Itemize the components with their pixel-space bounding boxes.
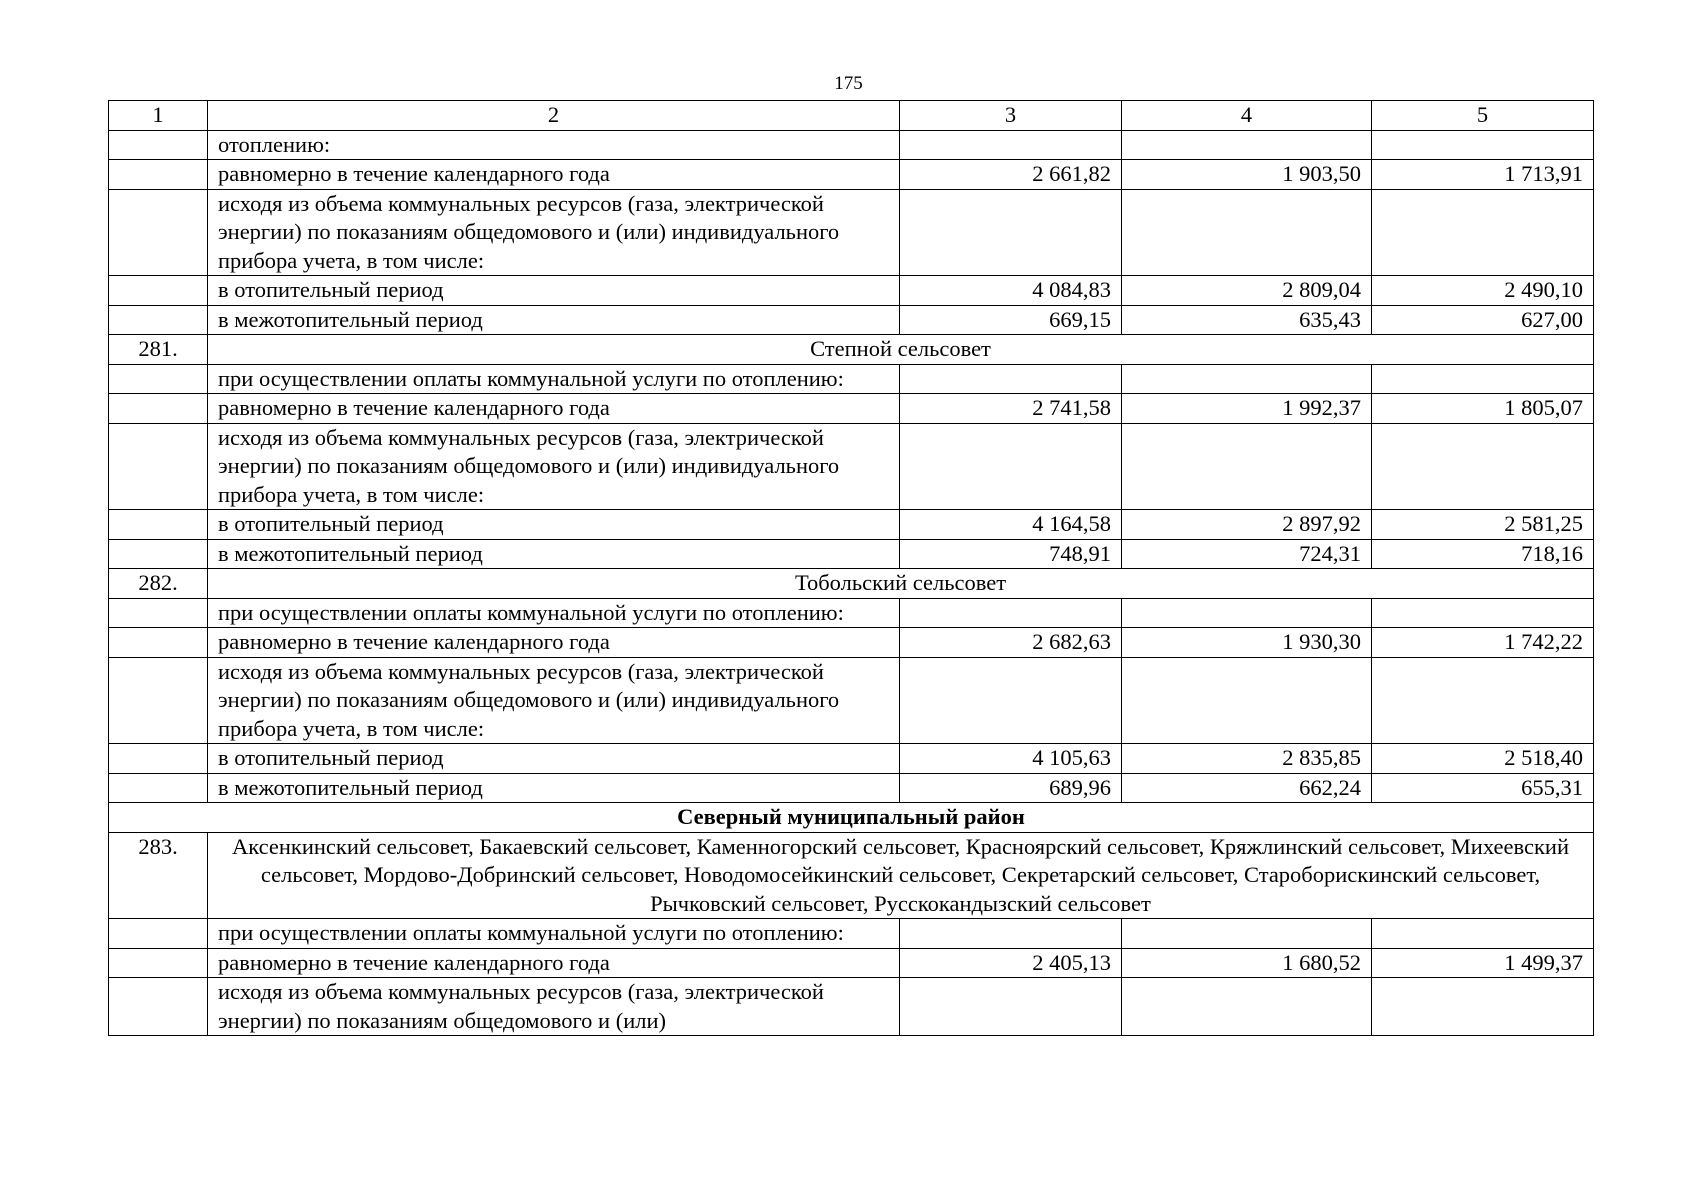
- row-value-col5: [1372, 130, 1594, 160]
- row-description-cell: равномерно в течение календарного года: [208, 394, 900, 424]
- row-value-col3: 4 164,58: [900, 510, 1122, 540]
- row-number-cell: [109, 657, 208, 744]
- table-row: [109, 919, 1594, 949]
- row-value-col5: 718,16: [1372, 539, 1594, 569]
- row-value-col5: [1372, 364, 1594, 394]
- row-value-col3: [900, 657, 1122, 744]
- row-number-cell: [109, 130, 208, 160]
- header-row: [109, 101, 1594, 131]
- table-row: [109, 948, 1594, 978]
- row-value-col3: 2 682,63: [900, 628, 1122, 658]
- row-description-cell: в межотопительный период: [208, 539, 900, 569]
- row-value-col4: [1122, 364, 1372, 394]
- row-value-col5: [1372, 598, 1594, 628]
- row-description-cell: при осуществлении оплаты коммунальной услуги по отоплению:: [208, 919, 900, 949]
- row-description-cell: при осуществлении оплаты коммунальной услуги по отоплению:: [208, 364, 900, 394]
- tariff-table: [108, 100, 1594, 1036]
- table-row: [109, 305, 1594, 335]
- table-row: [109, 539, 1594, 569]
- row-value-col5: [1372, 657, 1594, 744]
- row-number-cell: [109, 744, 208, 774]
- table-row: [109, 510, 1594, 540]
- table-row: [109, 394, 1594, 424]
- section-title-cell: Аксенкинский сельсовет, Бакаевский сельсовет, Каменногорский сельсовет, Красноярский сельсовет, Кряжлинский сельсовет, Михеевский сельсовет, Мордово-Добринский сельсовет, Новодомосейкинский сельсовет, Секретарский сельсовет, Староборискинский сельсовет, Рычковский сельсовет, Русскокандызский сельсовет: [208, 832, 1594, 919]
- row-value-col4: [1122, 657, 1372, 744]
- table-row: [109, 628, 1594, 658]
- row-value-col5: [1372, 919, 1594, 949]
- district-title-cell: Северный муниципальный район: [109, 803, 1594, 833]
- row-number-cell: [109, 160, 208, 190]
- table-row: [109, 657, 1594, 744]
- table-body: [109, 101, 1594, 1036]
- row-description-cell: в отопительный период: [208, 276, 900, 306]
- table-row: [109, 773, 1594, 803]
- row-number-cell: [109, 919, 208, 949]
- row-value-col4: [1122, 423, 1372, 510]
- row-description-cell: при осуществлении оплаты коммунальной услуги по отоплению:: [208, 598, 900, 628]
- row-value-col4: 1 680,52: [1122, 948, 1372, 978]
- row-number-cell: [109, 305, 208, 335]
- table-row: [109, 364, 1594, 394]
- row-value-col5: [1372, 978, 1594, 1036]
- row-description-cell: в межотопительный период: [208, 305, 900, 335]
- row-value-col5: 1 805,07: [1372, 394, 1594, 424]
- row-value-col5: 2 518,40: [1372, 744, 1594, 774]
- row-number-cell: [109, 364, 208, 394]
- section-number-cell: 283.: [109, 832, 208, 919]
- row-number-cell: [109, 948, 208, 978]
- row-value-col3: 689,96: [900, 773, 1122, 803]
- section-title-cell: Тобольский сельсовет: [208, 569, 1594, 599]
- row-value-col3: 748,91: [900, 539, 1122, 569]
- row-value-col4: 2 897,92: [1122, 510, 1372, 540]
- table-row: [109, 276, 1594, 306]
- header-cell-3: 3: [900, 101, 1122, 131]
- row-value-col4: 1 930,30: [1122, 628, 1372, 658]
- row-number-cell: [109, 628, 208, 658]
- row-value-col4: [1122, 130, 1372, 160]
- row-value-col3: 2 661,82: [900, 160, 1122, 190]
- row-value-col5: 1 713,91: [1372, 160, 1594, 190]
- row-description-cell: в отопительный период: [208, 744, 900, 774]
- row-value-col5: [1372, 189, 1594, 276]
- row-value-col3: 4 105,63: [900, 744, 1122, 774]
- page-number: 175: [834, 73, 863, 94]
- row-value-col4: [1122, 189, 1372, 276]
- row-value-col3: [900, 978, 1122, 1036]
- section-row: [109, 832, 1594, 919]
- section-row: [109, 335, 1594, 365]
- row-description-cell: равномерно в течение календарного года: [208, 628, 900, 658]
- row-value-col5: 1 742,22: [1372, 628, 1594, 658]
- table-row: [109, 160, 1594, 190]
- row-value-col3: 4 084,83: [900, 276, 1122, 306]
- row-value-col4: 662,24: [1122, 773, 1372, 803]
- row-value-col4: 1 903,50: [1122, 160, 1372, 190]
- header-cell-4: 4: [1122, 101, 1372, 131]
- section-title-cell: Степной сельсовет: [208, 335, 1594, 365]
- row-description-cell: исходя из объема коммунальных ресурсов (газа, электрической энергии) по показаниям общедомового и (или) индивидуального прибора учета, в том числе:: [208, 189, 900, 276]
- section-number-cell: 282.: [109, 569, 208, 599]
- table-row: [109, 744, 1594, 774]
- row-description-cell: в отопительный период: [208, 510, 900, 540]
- row-number-cell: [109, 394, 208, 424]
- row-value-col3: 2 741,58: [900, 394, 1122, 424]
- row-value-col4: 635,43: [1122, 305, 1372, 335]
- table-row: [109, 130, 1594, 160]
- row-value-col3: [900, 598, 1122, 628]
- row-value-col3: 669,15: [900, 305, 1122, 335]
- row-description-cell: равномерно в течение календарного года: [208, 160, 900, 190]
- row-value-col3: 2 405,13: [900, 948, 1122, 978]
- row-value-col3: [900, 423, 1122, 510]
- row-description-cell: равномерно в течение календарного года: [208, 948, 900, 978]
- row-value-col4: 1 992,37: [1122, 394, 1372, 424]
- row-value-col5: 655,31: [1372, 773, 1594, 803]
- row-description-cell: исходя из объема коммунальных ресурсов (газа, электрической энергии) по показаниям общедомового и (или): [208, 978, 900, 1036]
- row-value-col5: 627,00: [1372, 305, 1594, 335]
- row-value-col4: [1122, 598, 1372, 628]
- row-number-cell: [109, 276, 208, 306]
- row-value-col4: [1122, 919, 1372, 949]
- row-value-col3: [900, 919, 1122, 949]
- row-value-col5: 2 490,10: [1372, 276, 1594, 306]
- district-row: [109, 803, 1594, 833]
- row-description-cell: исходя из объема коммунальных ресурсов (газа, электрической энергии) по показаниям общедомового и (или) индивидуального прибора учета, в том числе:: [208, 657, 900, 744]
- header-cell-1: 1: [109, 101, 208, 131]
- table-row: [109, 978, 1594, 1036]
- row-value-col4: [1122, 978, 1372, 1036]
- header-cell-5: 5: [1372, 101, 1594, 131]
- table-row: [109, 598, 1594, 628]
- row-value-col3: [900, 364, 1122, 394]
- row-number-cell: [109, 510, 208, 540]
- row-value-col4: 2 835,85: [1122, 744, 1372, 774]
- row-number-cell: [109, 189, 208, 276]
- section-number-cell: 281.: [109, 335, 208, 365]
- row-value-col5: 1 499,37: [1372, 948, 1594, 978]
- row-description-cell: отоплению:: [208, 130, 900, 160]
- row-number-cell: [109, 423, 208, 510]
- section-row: [109, 569, 1594, 599]
- header-cell-2: 2: [208, 101, 900, 131]
- row-value-col3: [900, 189, 1122, 276]
- row-number-cell: [109, 773, 208, 803]
- row-number-cell: [109, 539, 208, 569]
- table-row: [109, 423, 1594, 510]
- row-number-cell: [109, 598, 208, 628]
- row-value-col4: 724,31: [1122, 539, 1372, 569]
- row-number-cell: [109, 978, 208, 1036]
- row-value-col5: [1372, 423, 1594, 510]
- row-value-col3: [900, 130, 1122, 160]
- row-value-col5: 2 581,25: [1372, 510, 1594, 540]
- row-description-cell: в межотопительный период: [208, 773, 900, 803]
- row-description-cell: исходя из объема коммунальных ресурсов (газа, электрической энергии) по показаниям общедомового и (или) индивидуального прибора учета, в том числе:: [208, 423, 900, 510]
- table-row: [109, 189, 1594, 276]
- row-value-col4: 2 809,04: [1122, 276, 1372, 306]
